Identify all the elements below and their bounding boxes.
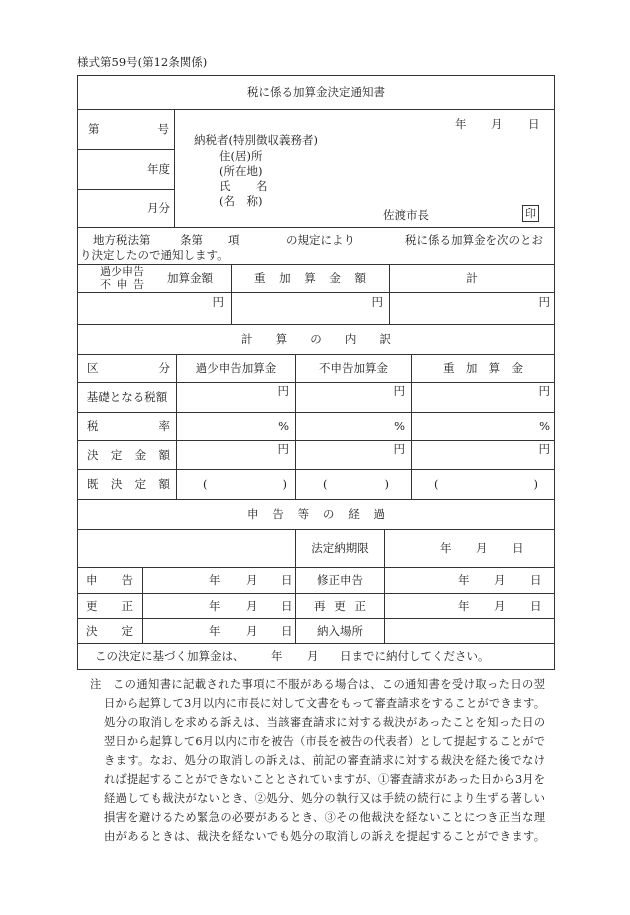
rate-label-cell: [78, 413, 177, 441]
heavy-penalty-header-char: 重: [443, 361, 455, 375]
heavy-penalty-char: 額: [354, 271, 366, 285]
notice-number-cell: [78, 110, 175, 150]
breakdown-title-char: 計: [241, 332, 253, 346]
breakdown-title: [241, 325, 391, 354]
previously-decided-heavy: [412, 470, 555, 500]
total-label: 計: [466, 271, 478, 285]
summary-total-value: [390, 293, 555, 325]
yen-unit: 円: [277, 384, 289, 398]
recorrection-label: [314, 594, 366, 618]
decided-amount-char: 金: [134, 447, 147, 462]
heavy-penalty-header-char: 算: [488, 361, 501, 375]
statement-cell: [78, 228, 555, 265]
paren-open: (: [323, 477, 328, 491]
decided-heavy: [412, 441, 555, 470]
decided-amount-label: [87, 441, 170, 469]
determination-char: 定: [121, 623, 133, 638]
date-year: 年: [209, 599, 221, 613]
previously-decided-label: [87, 470, 170, 499]
month-portion-label: 月分: [147, 201, 170, 215]
history-title: [247, 500, 385, 529]
nonfiling-char: 不: [100, 278, 111, 291]
statement-line-2: り決定したので通知します。: [80, 248, 229, 262]
note-line: 翌日から起算して6月以内に市を被告（市長を被告の代表者）として提起することがで: [104, 735, 545, 748]
payment-notice-year: 年: [271, 649, 283, 663]
recorrection-date: [385, 594, 555, 619]
payment-notice-month: 月: [307, 649, 319, 663]
summary-penalty-value: [78, 293, 232, 325]
note-line: 経過しても裁決がないとき、②処分、処分の執行又は手続の続行により生ずる著しい: [104, 792, 545, 805]
date-day: 日: [281, 599, 293, 613]
previously-decided-char: 額: [158, 477, 170, 491]
notice-number-label: [88, 110, 169, 149]
payment-notice-fragment: 日までに納付してください。: [340, 649, 490, 663]
percent-unit: %: [278, 419, 289, 433]
paren-open: (: [434, 477, 439, 491]
address-label: 住(居)所: [219, 149, 263, 163]
previously-decided-label-cell: [78, 470, 177, 500]
breakdown-title-char: 内: [344, 332, 357, 346]
correction-label-cell: [78, 594, 143, 619]
history-title-char: 過: [373, 507, 385, 521]
fiscal-year-cell: [78, 150, 175, 190]
note-line: 由があるときは、裁決を経ないでも処分の取消しの訴えを提起することができます。: [104, 830, 545, 843]
name-label-char: 氏: [219, 179, 231, 193]
yen-unit: 円: [277, 442, 289, 456]
underreport-penalty-header: 過少申告加算金: [195, 361, 277, 375]
paren-open: (: [203, 477, 208, 491]
statement-fragment: 税に係る加算金を次のとお: [405, 233, 543, 247]
history-title-char: 申: [247, 507, 259, 521]
payment-place-label: 納入場所: [317, 623, 363, 638]
date-day: 日: [281, 573, 293, 587]
paren-close: ): [384, 477, 389, 491]
base-tax-heavy: [412, 383, 555, 413]
decided-amount-label-cell: [78, 441, 177, 470]
determination-char: 決: [86, 623, 98, 638]
summary-header-total: [390, 265, 555, 293]
rate-heavy: [412, 413, 555, 441]
date-year: 年: [209, 624, 221, 638]
determination-date: [143, 619, 296, 644]
heavy-penalty-header-char: 金: [511, 361, 523, 375]
history-title-char: 経: [348, 507, 360, 521]
decided-amount-char: 定: [110, 447, 123, 462]
amended-filing-label: 修正申告: [317, 573, 363, 587]
statement-fragment: 条第: [180, 233, 203, 247]
correction-char: 正: [121, 598, 133, 613]
history-title-cell: [78, 500, 555, 530]
rate-nonfiling: [296, 413, 412, 441]
note-line: 日から起算して3月以内に市長に対して文書をもって審査請求をすることができます。: [104, 697, 545, 710]
statement-fragment: の規定により: [286, 233, 355, 247]
yen-unit: 円: [538, 384, 550, 398]
issuer-name: 佐渡市長: [383, 208, 429, 222]
parenthesis-pair: [203, 470, 287, 499]
heavy-penalty-header-char: 加: [465, 361, 478, 375]
date-month: 月: [246, 573, 258, 587]
date-day: 日: [530, 599, 542, 613]
summary-header-heavy: [232, 265, 390, 293]
note-line: れば提起することができないこととされていますが、①審査請求があった日から3月を: [104, 773, 545, 786]
base-tax-underreport: [177, 383, 296, 413]
addressee-cell: [175, 110, 555, 228]
payment-place-value: [385, 619, 555, 644]
taxpayer-label: 納税者(特別徴収義務者): [194, 133, 318, 147]
decided-amount-char: 決: [87, 447, 99, 462]
percent-unit: %: [539, 419, 550, 433]
notice-form-table: [77, 75, 555, 670]
amended-filing-label-cell: [296, 568, 385, 594]
history-title-char: 等: [297, 507, 310, 521]
recorrection-char: 更: [334, 598, 346, 613]
date-month: 月: [494, 599, 506, 613]
date-year: 年: [458, 573, 470, 587]
filing-char: 申: [86, 573, 98, 587]
yen-unit: 円: [538, 295, 550, 309]
document-title: 税に係る加算金決定通知書: [247, 85, 385, 99]
nonfiling-label: [100, 279, 144, 291]
category-char: 分: [158, 361, 170, 375]
seal-mark: 印: [522, 205, 539, 222]
form-number: 様式第59号(第12条関係): [77, 55, 208, 69]
heavy-penalty-char: 算: [304, 271, 316, 285]
breakdown-col-heavy: [412, 355, 555, 383]
decided-nonfiling: [296, 441, 412, 470]
breakdown-title-cell: [78, 325, 555, 355]
yen-unit: 円: [538, 442, 550, 456]
yen-unit: 円: [371, 295, 383, 309]
determination-label: [86, 619, 133, 643]
previously-decided-char: 既: [87, 477, 99, 491]
legal-deadline-label-cell: [296, 530, 385, 568]
date-month: 月: [476, 541, 488, 555]
legal-deadline-label: 法定納期限: [311, 541, 369, 555]
filing-date: [143, 568, 296, 594]
statement-fragment: 地方税法第: [93, 233, 151, 247]
recorrection-label-cell: [296, 594, 385, 619]
decided-underreport: [177, 441, 296, 470]
correction-date: [143, 594, 296, 619]
history-title-char: 告: [272, 507, 284, 521]
heavy-penalty-char: 加: [279, 271, 291, 285]
summary-heavy-value: [232, 293, 390, 325]
payment-notice-fragment: この決定に基づく加算金は、: [95, 649, 245, 663]
penalty-amount-label: 加算金額: [167, 271, 213, 285]
note-marker: 注: [90, 678, 102, 691]
breakdown-title-char: の: [310, 332, 322, 346]
heavy-penalty-header: [443, 355, 523, 382]
previously-decided-nonfiling: [296, 470, 412, 500]
previously-decided-char: 定: [134, 477, 147, 491]
paren-close: ): [533, 477, 538, 491]
percent-unit: %: [394, 419, 405, 433]
note-line: 損害を避けるため緊急の必要があるとき、③その他裁決を経ないことにつき正当な理: [104, 811, 545, 824]
note-line: 処分の取消しを求める訴えは、当該審査請求に対する裁決があったことを知った日の: [104, 716, 545, 729]
breakdown-title-char: 訳: [379, 332, 391, 346]
amended-filing-date: [385, 568, 555, 594]
note-line: きます。なお、処分の取消しの訴えは、前記の審査請求に対する裁決を経た後でなけ: [104, 754, 545, 767]
decided-amount-char: 額: [158, 447, 170, 462]
breakdown-col-underreport: [177, 355, 296, 383]
category-label: [87, 355, 170, 382]
date-year: 年: [458, 599, 470, 613]
entity-name-label: (名 称): [219, 194, 263, 208]
issue-date-year: 年: [455, 117, 467, 131]
date-day: 日: [512, 541, 524, 555]
rate-label: [87, 413, 170, 440]
previously-decided-underreport: [177, 470, 296, 500]
notice-number-char: 第: [88, 122, 100, 136]
recorrection-char: 再: [314, 598, 326, 613]
issue-date-day: 日: [528, 117, 540, 131]
nonfiling-penalty-header: 不申告加算金: [319, 361, 388, 375]
name-label-char: 名: [256, 179, 268, 193]
base-tax-label: 基礎となる税額: [86, 390, 168, 404]
date-year: 年: [209, 573, 221, 587]
category-char: 区: [87, 361, 99, 375]
summary-header-penalty: [78, 265, 232, 293]
parenthesis-pair: [434, 470, 538, 499]
yen-unit: 円: [212, 295, 224, 309]
date-year: 年: [440, 541, 452, 555]
nonfiling-char: 告: [133, 278, 144, 291]
underreport-label: 過少申告: [100, 265, 144, 278]
legal-deadline-date: [385, 530, 555, 568]
heavy-penalty-char: 金: [329, 271, 341, 285]
location-label: (所在地): [219, 164, 263, 178]
breakdown-title-char: 算: [275, 332, 288, 346]
date-month: 月: [494, 573, 506, 587]
yen-unit: 円: [393, 384, 405, 398]
determination-label-cell: [78, 619, 143, 644]
date-month: 月: [246, 599, 258, 613]
note-line: この通知書に記載された事項に不服がある場合は、この通知書を受け取った日の翌: [113, 678, 545, 691]
issue-date-month: 月: [491, 117, 503, 131]
history-title-char: の: [322, 507, 335, 521]
filing-label: [86, 568, 133, 593]
payment-notice-cell: [78, 644, 555, 670]
statement-fragment: 項: [228, 233, 240, 247]
previously-decided-char: 決: [110, 477, 123, 491]
heavy-penalty-amount-label: [254, 265, 366, 292]
fiscal-year-label: 年度: [147, 162, 170, 176]
breakdown-col-nonfiling: [296, 355, 412, 383]
correction-label: [86, 594, 133, 618]
payment-place-label-cell: [296, 619, 385, 644]
notice-number-char: 号: [157, 122, 169, 136]
correction-char: 更: [86, 598, 98, 613]
base-tax-nonfiling: [296, 383, 412, 413]
filing-label-cell: [78, 568, 143, 594]
nonfiling-char: 申: [116, 278, 128, 291]
yen-unit: 円: [393, 442, 405, 456]
title-cell: [78, 76, 555, 110]
month-portion-cell: [78, 190, 175, 228]
paren-close: ): [282, 477, 287, 491]
rate-char: 率: [158, 419, 170, 433]
history-blank-cell: [78, 530, 296, 568]
rate-underreport: [177, 413, 296, 441]
rate-char: 税: [87, 419, 99, 433]
date-day: 日: [530, 573, 542, 587]
date-day: 日: [281, 624, 293, 638]
base-tax-label-cell: [78, 383, 177, 413]
heavy-penalty-char: 重: [254, 271, 266, 285]
recorrection-char: 正: [354, 598, 366, 613]
filing-char: 告: [121, 573, 133, 587]
parenthesis-pair: [323, 470, 389, 499]
breakdown-row-header: [78, 355, 177, 383]
date-month: 月: [246, 624, 258, 638]
